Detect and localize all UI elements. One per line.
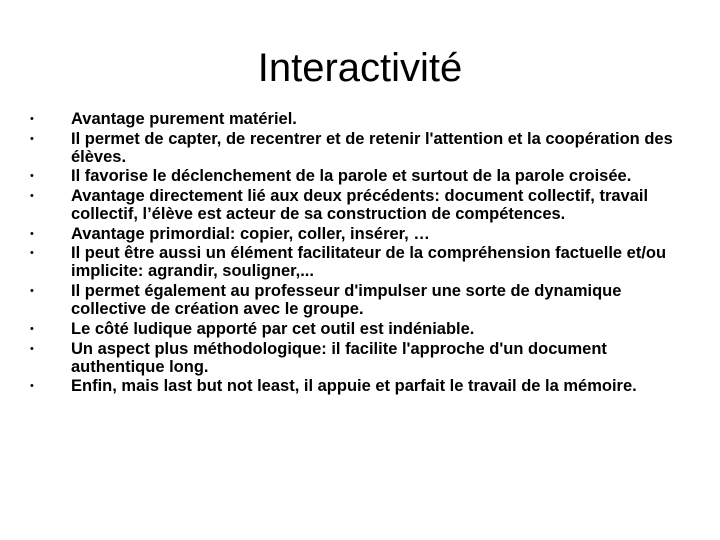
- list-item: [28, 225, 698, 243]
- bullet-icon: •: [30, 132, 34, 145]
- bullet-text: Il peut être aussi un élément facilitateur de la compréhension factuelle et/ou implicite: agrandir, souligner,...: [71, 244, 667, 281]
- list-item: [28, 130, 698, 166]
- list-item: [28, 187, 698, 223]
- list-item: [28, 340, 698, 376]
- bullet-icon: •: [30, 247, 34, 260]
- list-item: [28, 167, 698, 185]
- bullet-text: Il favorise le déclenchement de la parole et surtout de la parole croisée.: [71, 167, 632, 186]
- bullet-text: Avantage primordial: copier, coller, insérer, …: [71, 224, 430, 243]
- bullet-text: Avantage directement lié aux deux précédents: document collectif, travail collectif, l’élève est acteur de sa construction de compétences.: [71, 187, 649, 224]
- bullet-list: [28, 110, 698, 397]
- bullet-icon: •: [30, 113, 34, 125]
- bullet-text: Il permet de capter, de recentrer et de retenir l'attention et la coopération des élèves.: [71, 129, 673, 166]
- bullet-text: Avantage purement matériel.: [71, 110, 297, 128]
- list-item: [28, 282, 698, 318]
- bullet-icon: •: [30, 190, 34, 203]
- list-item: [28, 110, 698, 128]
- bullet-icon: •: [30, 285, 34, 298]
- list-item: [28, 244, 698, 280]
- bullet-icon: •: [30, 380, 34, 393]
- bullet-text: Il permet également au professeur d'impulser une sorte de dynamique collective de création avec le groupe.: [71, 282, 622, 319]
- slide-title: Interactivité: [257, 46, 463, 90]
- bullet-text: Un aspect plus méthodologique: il facilite l'approche d'un document authentique long.: [71, 339, 607, 376]
- bullet-icon: •: [30, 170, 34, 183]
- bullet-icon: •: [30, 342, 34, 355]
- list-item: [28, 320, 698, 338]
- bullet-icon: •: [30, 322, 34, 335]
- bullet-text: Le côté ludique apporté par cet outil est indéniable.: [71, 319, 475, 338]
- list-item: [28, 377, 698, 395]
- bullet-text: Enfin, mais last but not least, il appuie et parfait le travail de la mémoire.: [71, 377, 637, 396]
- bullet-icon: •: [30, 227, 34, 240]
